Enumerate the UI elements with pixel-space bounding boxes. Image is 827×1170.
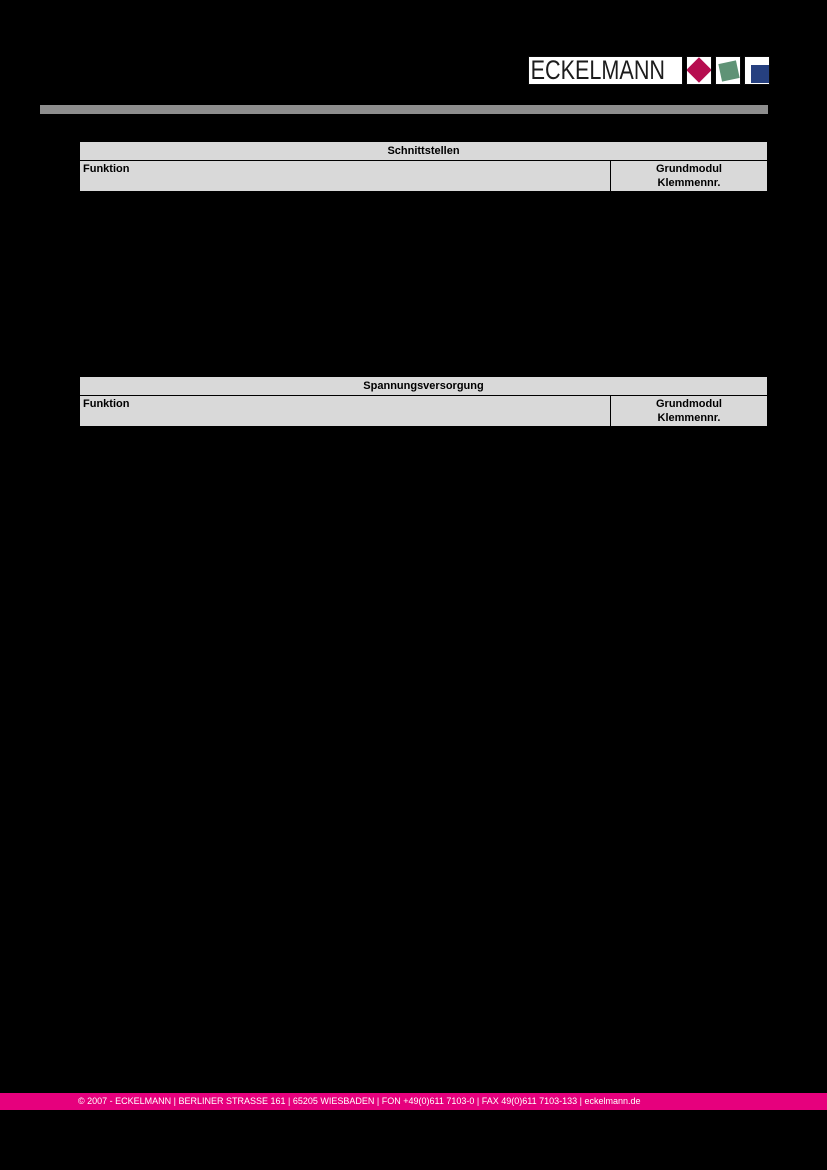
logo-magenta-diamond-icon — [686, 56, 712, 85]
footer-copyright-text: © 2007 - ECKELMANN | BERLINER STRASSE 161 | 65205 WIESBADEN | FON +49(0)611 7103-0 | FAX 49(0)611 7103-133 | eckelmann.de — [78, 1096, 641, 1106]
table-header-row — [80, 396, 767, 426]
logo-green-square-icon — [715, 56, 741, 85]
table-spannungsversorgung — [79, 376, 768, 427]
footer-bar — [0, 1093, 827, 1110]
magenta-diamond-shape — [686, 57, 711, 82]
column-header-funktion: Funktion — [80, 396, 611, 426]
eckelmann-logo — [528, 56, 770, 85]
column-header-grundmodul-klemmennr — [611, 161, 767, 191]
table-header-row — [80, 161, 767, 191]
logo-wordmark-box — [528, 56, 683, 85]
table-schnittstellen — [79, 141, 768, 192]
klemmennr-line: Klemmennr. — [657, 412, 721, 424]
grundmodul-line: Grundmodul — [656, 163, 722, 175]
green-square-shape — [718, 60, 739, 81]
grundmodul-line: Grundmodul — [656, 398, 722, 410]
table-title-schnittstellen: Schnittstellen — [80, 142, 767, 161]
table-title-spannungsversorgung: Spannungsversorgung — [80, 377, 767, 396]
header-divider-bar — [40, 105, 768, 114]
column-header-grundmodul-klemmennr — [611, 396, 767, 426]
logo-blue-square-icon — [744, 56, 770, 85]
logo-wordmark-text: ECKELMANN — [530, 56, 666, 85]
blue-square-shape — [751, 65, 769, 83]
klemmennr-line: Klemmennr. — [657, 177, 721, 189]
column-header-funktion: Funktion — [80, 161, 611, 191]
